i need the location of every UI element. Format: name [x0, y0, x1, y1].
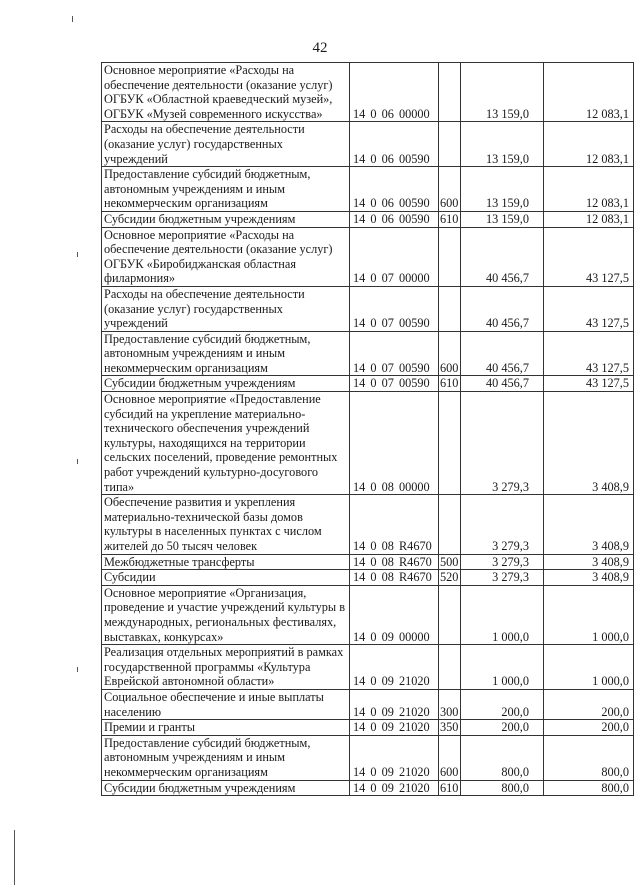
row-value-1-cell: 13 159,0 [461, 167, 544, 212]
row-value-2-cell: 12 083,1 [544, 167, 634, 212]
row-value-2-cell: 3 408,9 [544, 392, 634, 495]
row-code-cell: 14 0 07 00590 [350, 376, 439, 392]
row-name-cell: Социальное обеспечение и иные выплаты населению [102, 689, 350, 719]
row-value-1-cell: 40 456,7 [461, 227, 544, 286]
row-vr-cell [439, 585, 461, 644]
row-value-1-cell: 1 000,0 [461, 645, 544, 690]
row-vr-cell: 350 [439, 720, 461, 736]
row-code-cell: 14 0 08 R4670 [350, 570, 439, 586]
scan-mark [14, 830, 15, 885]
row-value-1-cell: 40 456,7 [461, 376, 544, 392]
scan-mark [72, 16, 73, 22]
row-name-cell: Межбюджетные трансферты [102, 554, 350, 570]
row-name-cell: Основное мероприятие «Расходы на обеспечение деятельности (оказание услуг) ОГБУК «Областной краеведческий музей», ОГБУК «Музей современного искусства» [102, 63, 350, 122]
table-row [102, 495, 634, 554]
table-row [102, 167, 634, 212]
row-value-2-cell: 12 083,1 [544, 63, 634, 122]
row-code-cell: 14 0 09 21020 [350, 645, 439, 690]
row-name-cell: Премии и гранты [102, 720, 350, 736]
row-value-2-cell: 43 127,5 [544, 376, 634, 392]
table-row [102, 585, 634, 644]
table-row [102, 570, 634, 586]
scan-mark [77, 252, 78, 257]
table-row [102, 735, 634, 780]
row-vr-cell: 300 [439, 689, 461, 719]
table-row [102, 720, 634, 736]
table-row [102, 63, 634, 122]
row-vr-cell [439, 392, 461, 495]
table-row [102, 392, 634, 495]
row-value-2-cell: 3 408,9 [544, 554, 634, 570]
table-row [102, 376, 634, 392]
row-value-2-cell: 800,0 [544, 780, 634, 796]
row-vr-cell: 600 [439, 167, 461, 212]
row-name-cell: Предоставление субсидий бюджетным, автономным учреждениям и иным некоммерческим организациям [102, 331, 350, 376]
row-value-1-cell: 200,0 [461, 689, 544, 719]
row-vr-cell: 610 [439, 780, 461, 796]
row-vr-cell: 610 [439, 376, 461, 392]
page-number: 42 [312, 40, 328, 56]
row-code-cell: 14 0 09 21020 [350, 780, 439, 796]
row-value-1-cell: 13 159,0 [461, 122, 544, 167]
row-value-2-cell: 200,0 [544, 689, 634, 719]
scan-mark [77, 459, 78, 464]
row-code-cell: 14 0 08 R4670 [350, 495, 439, 554]
row-name-cell: Основное мероприятие «Предоставление субсидий на укрепление материально-технического обеспечения учреждений культуры, находящихся на территории сельских поселений, проведение ремонтных работ учреждений культурно-досугового типа» [102, 392, 350, 495]
row-value-1-cell: 800,0 [461, 780, 544, 796]
row-code-cell: 14 0 09 21020 [350, 689, 439, 719]
row-value-2-cell: 12 083,1 [544, 122, 634, 167]
row-value-2-cell: 3 408,9 [544, 495, 634, 554]
row-name-cell: Расходы на обеспечение деятельности (оказание услуг) государственных учреждений [102, 122, 350, 167]
row-value-1-cell: 13 159,0 [461, 63, 544, 122]
row-code-cell: 14 0 09 21020 [350, 735, 439, 780]
row-name-cell: Расходы на обеспечение деятельности (оказание услуг) государственных учреждений [102, 286, 350, 331]
table-row [102, 331, 634, 376]
row-name-cell: Субсидии бюджетным учреждениям [102, 211, 350, 227]
row-value-2-cell: 1 000,0 [544, 585, 634, 644]
row-vr-cell [439, 227, 461, 286]
row-value-2-cell: 43 127,5 [544, 286, 634, 331]
row-code-cell: 14 0 07 00000 [350, 227, 439, 286]
table-row [102, 689, 634, 719]
row-value-1-cell: 13 159,0 [461, 211, 544, 227]
budget-table [101, 62, 634, 796]
row-code-cell: 14 0 06 00590 [350, 122, 439, 167]
row-value-1-cell: 3 279,3 [461, 495, 544, 554]
row-value-1-cell: 200,0 [461, 720, 544, 736]
table-row [102, 286, 634, 331]
row-value-2-cell: 1 000,0 [544, 645, 634, 690]
row-value-2-cell: 800,0 [544, 735, 634, 780]
table-row [102, 554, 634, 570]
row-name-cell: Субсидии [102, 570, 350, 586]
scan-mark [77, 667, 78, 672]
row-code-cell: 14 0 08 00000 [350, 392, 439, 495]
row-value-2-cell: 200,0 [544, 720, 634, 736]
table-row [102, 645, 634, 690]
row-value-1-cell: 3 279,3 [461, 392, 544, 495]
row-value-2-cell: 43 127,5 [544, 331, 634, 376]
row-vr-cell [439, 495, 461, 554]
row-vr-cell: 500 [439, 554, 461, 570]
row-value-2-cell: 12 083,1 [544, 211, 634, 227]
row-name-cell: Субсидии бюджетным учреждениям [102, 780, 350, 796]
row-code-cell: 14 0 06 00590 [350, 167, 439, 212]
row-name-cell: Субсидии бюджетным учреждениям [102, 376, 350, 392]
row-value-1-cell: 1 000,0 [461, 585, 544, 644]
table-row [102, 211, 634, 227]
table-row [102, 227, 634, 286]
row-vr-cell [439, 122, 461, 167]
row-vr-cell: 520 [439, 570, 461, 586]
table-row [102, 780, 634, 796]
row-name-cell: Обеспечение развития и укрепления материально-технической базы домов культуры в населенных пунктах с числом жителей до 50 тысяч человек [102, 495, 350, 554]
row-value-1-cell: 40 456,7 [461, 331, 544, 376]
row-vr-cell [439, 286, 461, 331]
row-vr-cell [439, 63, 461, 122]
row-code-cell: 14 0 07 00590 [350, 286, 439, 331]
row-vr-cell: 600 [439, 331, 461, 376]
row-name-cell: Основное мероприятие «Организация, проведение и участие учреждений культуры в международных, региональных фестивалях, выставках, конкурсах» [102, 585, 350, 644]
row-name-cell: Реализация отдельных мероприятий в рамках государственной программы «Культура Еврейской автономной области» [102, 645, 350, 690]
row-value-2-cell: 3 408,9 [544, 570, 634, 586]
row-code-cell: 14 0 08 R4670 [350, 554, 439, 570]
row-value-1-cell: 3 279,3 [461, 554, 544, 570]
row-code-cell: 14 0 09 00000 [350, 585, 439, 644]
row-value-1-cell: 40 456,7 [461, 286, 544, 331]
row-value-1-cell: 3 279,3 [461, 570, 544, 586]
row-value-1-cell: 800,0 [461, 735, 544, 780]
row-code-cell: 14 0 09 21020 [350, 720, 439, 736]
row-code-cell: 14 0 06 00590 [350, 211, 439, 227]
row-name-cell: Предоставление субсидий бюджетным, автономным учреждениям и иным некоммерческим организациям [102, 735, 350, 780]
row-name-cell: Основное мероприятие «Расходы на обеспечение деятельности (оказание услуг) ОГБУК «Биробиджанская областная филармония» [102, 227, 350, 286]
table-row [102, 122, 634, 167]
row-vr-cell: 610 [439, 211, 461, 227]
row-name-cell: Предоставление субсидий бюджетным, автономным учреждениям и иным некоммерческим организациям [102, 167, 350, 212]
table-body [102, 63, 634, 796]
row-vr-cell: 600 [439, 735, 461, 780]
row-vr-cell [439, 645, 461, 690]
row-code-cell: 14 0 07 00590 [350, 331, 439, 376]
row-code-cell: 14 0 06 00000 [350, 63, 439, 122]
row-value-2-cell: 43 127,5 [544, 227, 634, 286]
